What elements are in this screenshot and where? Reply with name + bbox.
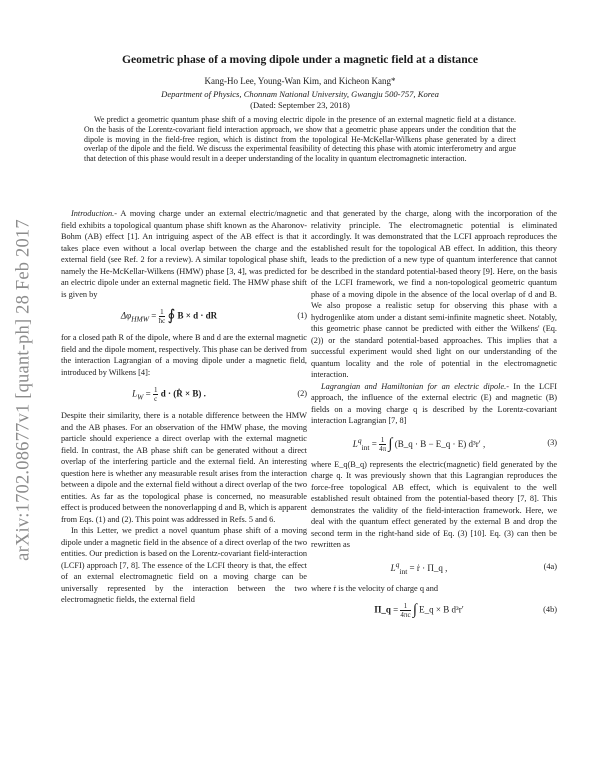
right-column bbox=[311, 208, 557, 626]
paragraph: for a closed path R of the dipole, where B and d are the external magnetic field and the dipole moment, respectively. This phase can be derived from the interaction Lagrangian of a moving dipole under a magnetic field, introduced by Wilkens [4]: bbox=[61, 333, 307, 377]
intro-paragraph: Introduction.- A moving charge under an external electric/magnetic field exhibits a topological quantum phase shift known as the Aharonov-Bohm (AB) effect [1]. An intriguing aspect of the AB effect is that it takes place even without a local overlap between the charge and the external field (see Ref. 2 for a review). A similar topological phase shift, namely the He-McKellar-Wilkens (HMW) phase [3, 4], was predicted for an electric dipole under an external magnetic field. The HMW phase shift is given by bbox=[61, 209, 307, 299]
equation-4a-number: (4a) bbox=[543, 561, 557, 571]
paragraph: Despite their similarity, there is a notable difference between the HMW and the AB phases. For an observation of the HMW phase, the moving particle should experience a direct overlap with the external magnetic field. In contrast, the AB phase shift can be generated without a direct overlap of the interfering particle and the external field. An interesting question here is whether any measurable result arises from the interaction between a dipole and the external field without a direct overlap of the two entities. As far as the topological phase is concerned, no measurable effect is produced between the nonoverlapping d and B, which is apparent from Eqs. (1) and (2). This point was addressed in Refs. 5 and 6. bbox=[61, 411, 307, 524]
date-line: (Dated: September 23, 2018) bbox=[250, 100, 350, 110]
paragraph: where ṙ is the velocity of charge q and bbox=[311, 583, 439, 593]
abstract: We predict a geometric quantum phase shift of a moving electric dipole in the presence of an external magnetic field at a distance. On the basis of the Lorentz-covariant field interaction approach, we show that a geometric phase appears under the condition that the dipole is moving in the field-free region, which is distinct from the topological He-McKellar-Wilkens phase generated by a direct overlap of the dipole and the field. We discuss the experimental feasibility of detecting this phase with atomic interferometry and argue that detection of this phase would result in a deeper understanding of the locality in quantum electromagnetic interaction. bbox=[84, 115, 516, 164]
equation-1-math: $\Delta\varphi_{HMW}$ = $\frac{1}{ħc}$ ∮ B × d · dR bbox=[120, 307, 218, 325]
equation-3-math: $L^q_{int}$ = $\frac{1}{4\pi}$ ∫ (B_q · B − E_q · E) d³r′ , bbox=[352, 435, 486, 453]
paragraph: In this Letter, we predict a novel quantum phase shift of a moving dipole under a magnetic field in the absence of a direct overlap of the two entities. Our prediction is based on the Lorentz-covariant field-interaction (LCFI) approach [7, 8]. The essence of the LCFI theory is that, the effect of an external electromagnetic field on a moving charge can be universally represented by the interaction between the two electromagnetic fields, the external field bbox=[61, 526, 307, 604]
equation-2-number: (2) bbox=[297, 389, 307, 398]
section-heading-introduction: Introduction.- bbox=[71, 209, 118, 218]
arxiv-sidebar bbox=[4, 170, 44, 610]
equation-3-number: (3) bbox=[547, 437, 557, 447]
equation-4b bbox=[311, 598, 557, 622]
author-list: Kang-Ho Lee, Young-Wan Kim, and Kicheon Kang* bbox=[204, 76, 396, 86]
equation-2-math: $L_W$ = $\frac{1}{c}$ d · (Ṙ × B) . bbox=[132, 386, 206, 403]
arxiv-identifier: arXiv:1702.08677v1 [quant-ph] 28 Feb 2017 bbox=[13, 219, 34, 561]
equation-4b-number: (4b) bbox=[543, 605, 557, 614]
lagrangian-paragraph: Lagrangian and Hamiltonian for an electric dipole.- In the LCFI approach, the influence of the external electric (E) and magnetic (B) fields on a moving charge q is described by the Lorentz-covariant interaction Lagrangian [7, 8] bbox=[311, 381, 557, 425]
section-heading-lagrangian: Lagrangian and Hamiltonian for an electric dipole.- bbox=[321, 381, 509, 391]
left-column bbox=[61, 208, 307, 606]
equation-4a bbox=[311, 555, 557, 579]
paper-title: Geometric phase of a moving dipole under a magnetic field at a distance bbox=[122, 53, 478, 66]
equation-1 bbox=[61, 304, 307, 328]
equation-4b-math: Π_q = $\frac{1}{4\pi c}$ ∫ E_q × B d³r′ bbox=[374, 601, 464, 619]
paragraph: where E_q(B_q) represents the electric(magnetic) field generated by the charge q. It was previously shown that this Lagrangian reproduces the force-free topological AB effect, which is equivalent to the well established result obtained from the potential-based theory [7, 8]. This demonstrates the validity of the field-interaction framework. Here, we deal with the quantum effect generated by the external B and drop the second term in the right-hand side of Eq. (3) [10]. Eq. (3) can then be rewritten as bbox=[311, 459, 557, 549]
equation-1-number: (1) bbox=[297, 311, 307, 320]
equation-3 bbox=[311, 431, 557, 455]
affiliation: Department of Physics, Chonnam National University, Gwangju 500-757, Korea bbox=[161, 89, 439, 99]
equation-2 bbox=[61, 382, 307, 406]
equation-4a-math: $L^q_{int}$ = ṙ · Π_q , bbox=[390, 559, 448, 576]
paragraph: and that generated by the charge, along with the incorporation of the relativity principle. The electromagnetic potential is eliminated accordingly. It was demonstrated that the LCFI approach reproduces the established result for the topological AB effect. In addition, this theory leads to the prediction of a new type of quantum interference that cannot be described in the standard potential-based theory [9]. Here, on the basis of the LCFI framework, we find a non-topological geometric quantum phase of a moving dipole in the absence of the local overlap of d and B. We also propose a realistic setup for observing this phase with a hydrogenlike atom under a distant semi-infinite magnetic sheet. Notably, this geometric phase cannot be predicted with either the Wilkens' (Eq. (2)) or the standard potential-based approaches. This implies that a successful experiment would shed light on our understanding of the quantum locality and the role of potential in the electromagnetic interaction. bbox=[311, 209, 557, 379]
